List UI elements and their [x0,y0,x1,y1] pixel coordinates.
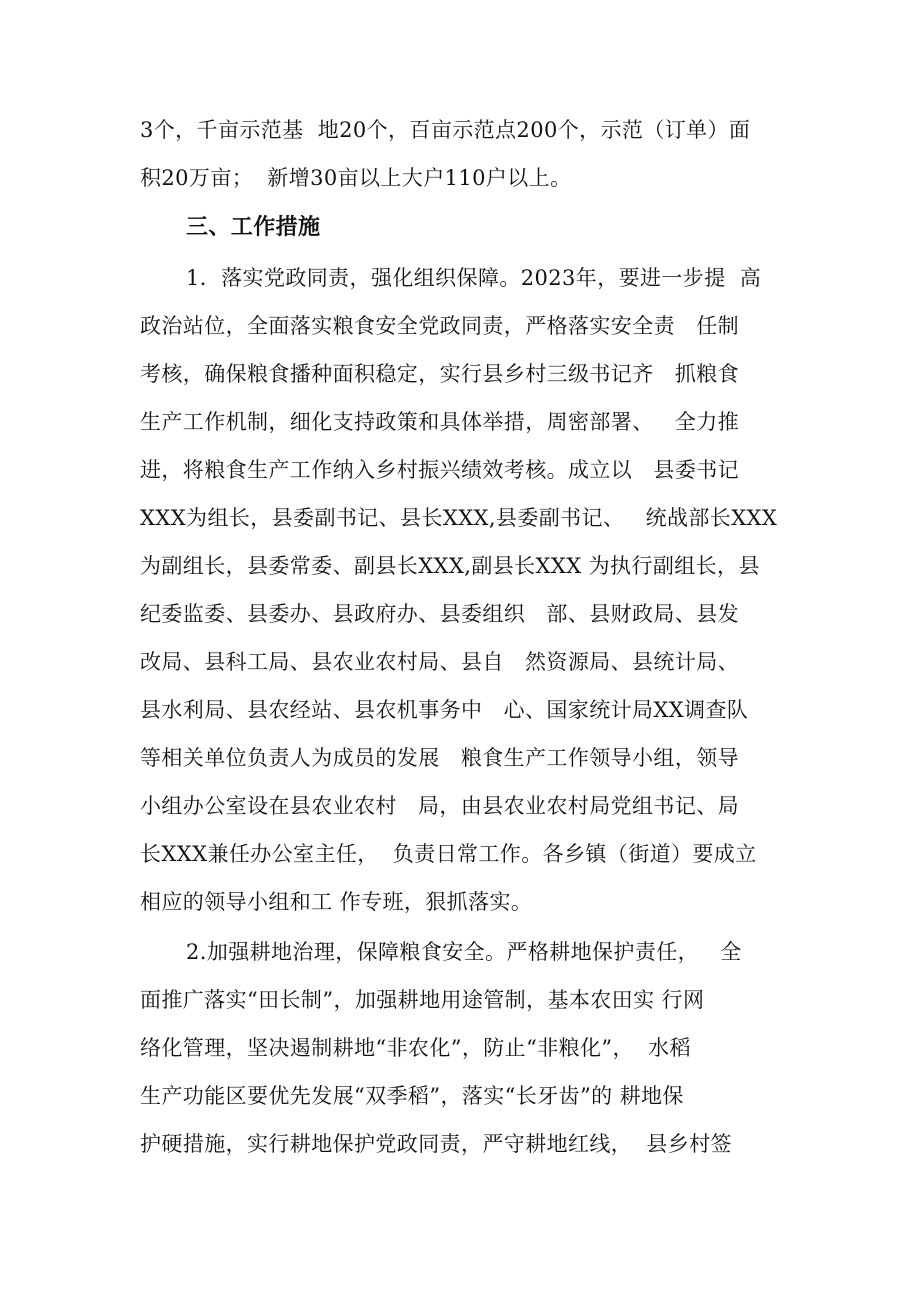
text-line: 纪委监委、县委办、县政府办、县委组织 部、县财政局、县发 [140,602,740,626]
text-line: 小组办公室设在县农业农村 局，由县农业农村局党组书记、局 [140,794,740,818]
text-line: 面推广落实“田长制”，加强耕地用途管制，基本农田实 行网 [140,988,705,1012]
text-line: XXX为组长，县委副书记、县长XXX,县委副书记、 统战部长XXX [140,506,778,530]
text-line: 生产工作机制，细化支持政策和具体举措，周密部署、 全力推 [140,410,740,434]
text-line: 1．落实党政同责，强化组织保障。2023年，要进一步提 高 [186,266,762,290]
text-line: 等相关单位负责人为成员的发展 粮食生产工作领导小组，领导 [140,746,740,770]
text-line: 相应的领导小组和工 作专班，狠抓落实。 [140,890,533,914]
text-line: 积20万亩； 新增30亩以上大户110户以上。 [140,166,572,190]
text-line: 2.加强耕地治理，保障粮食安全。严格耕地保护责任， 全 [186,940,742,964]
text-line: 长XXX兼任办公室主任， 负责日常工作。各乡镇（街道）要成立 [140,842,757,866]
text-line: 县水利局、县农经站、县农机事务中 心、国家统计局XX调查队 [140,698,749,722]
text-line: 考核，确保粮食播种面积稳定，实行县乡村三级书记齐 抓粮食 [140,362,740,386]
text-line: 生产功能区要优先发展“双季稻”，落实“长牙齿”的 耕地保 [140,1084,684,1108]
text-line: 改局、县科工局、县农业农村局、县自 然资源局、县统计局、 [140,650,740,674]
text-line: 络化管理，坚决遏制耕地“非农化”，防止“非粮化”， 水稻 [140,1036,691,1060]
text-line: 政治站位，全面落实粮食安全党政同责，严格落实安全责 任制 [140,314,740,338]
text-line: 3个，千亩示范基 地20个，百亩示范点200个，示范（订单）面 [140,118,751,142]
text-line: 为副组长，县委常委、副县长XXX,副县长XXX 为执行副组长，县 [140,554,760,578]
text-line: 进，将粮食生产工作纳入乡村振兴绩效考核。成立以 县委书记 [140,458,740,482]
section-heading: 三、工作措施 [186,215,321,240]
text-line: 护硬措施，实行耕地保护党政同责，严守耕地红线， 县乡村签 [140,1132,732,1156]
